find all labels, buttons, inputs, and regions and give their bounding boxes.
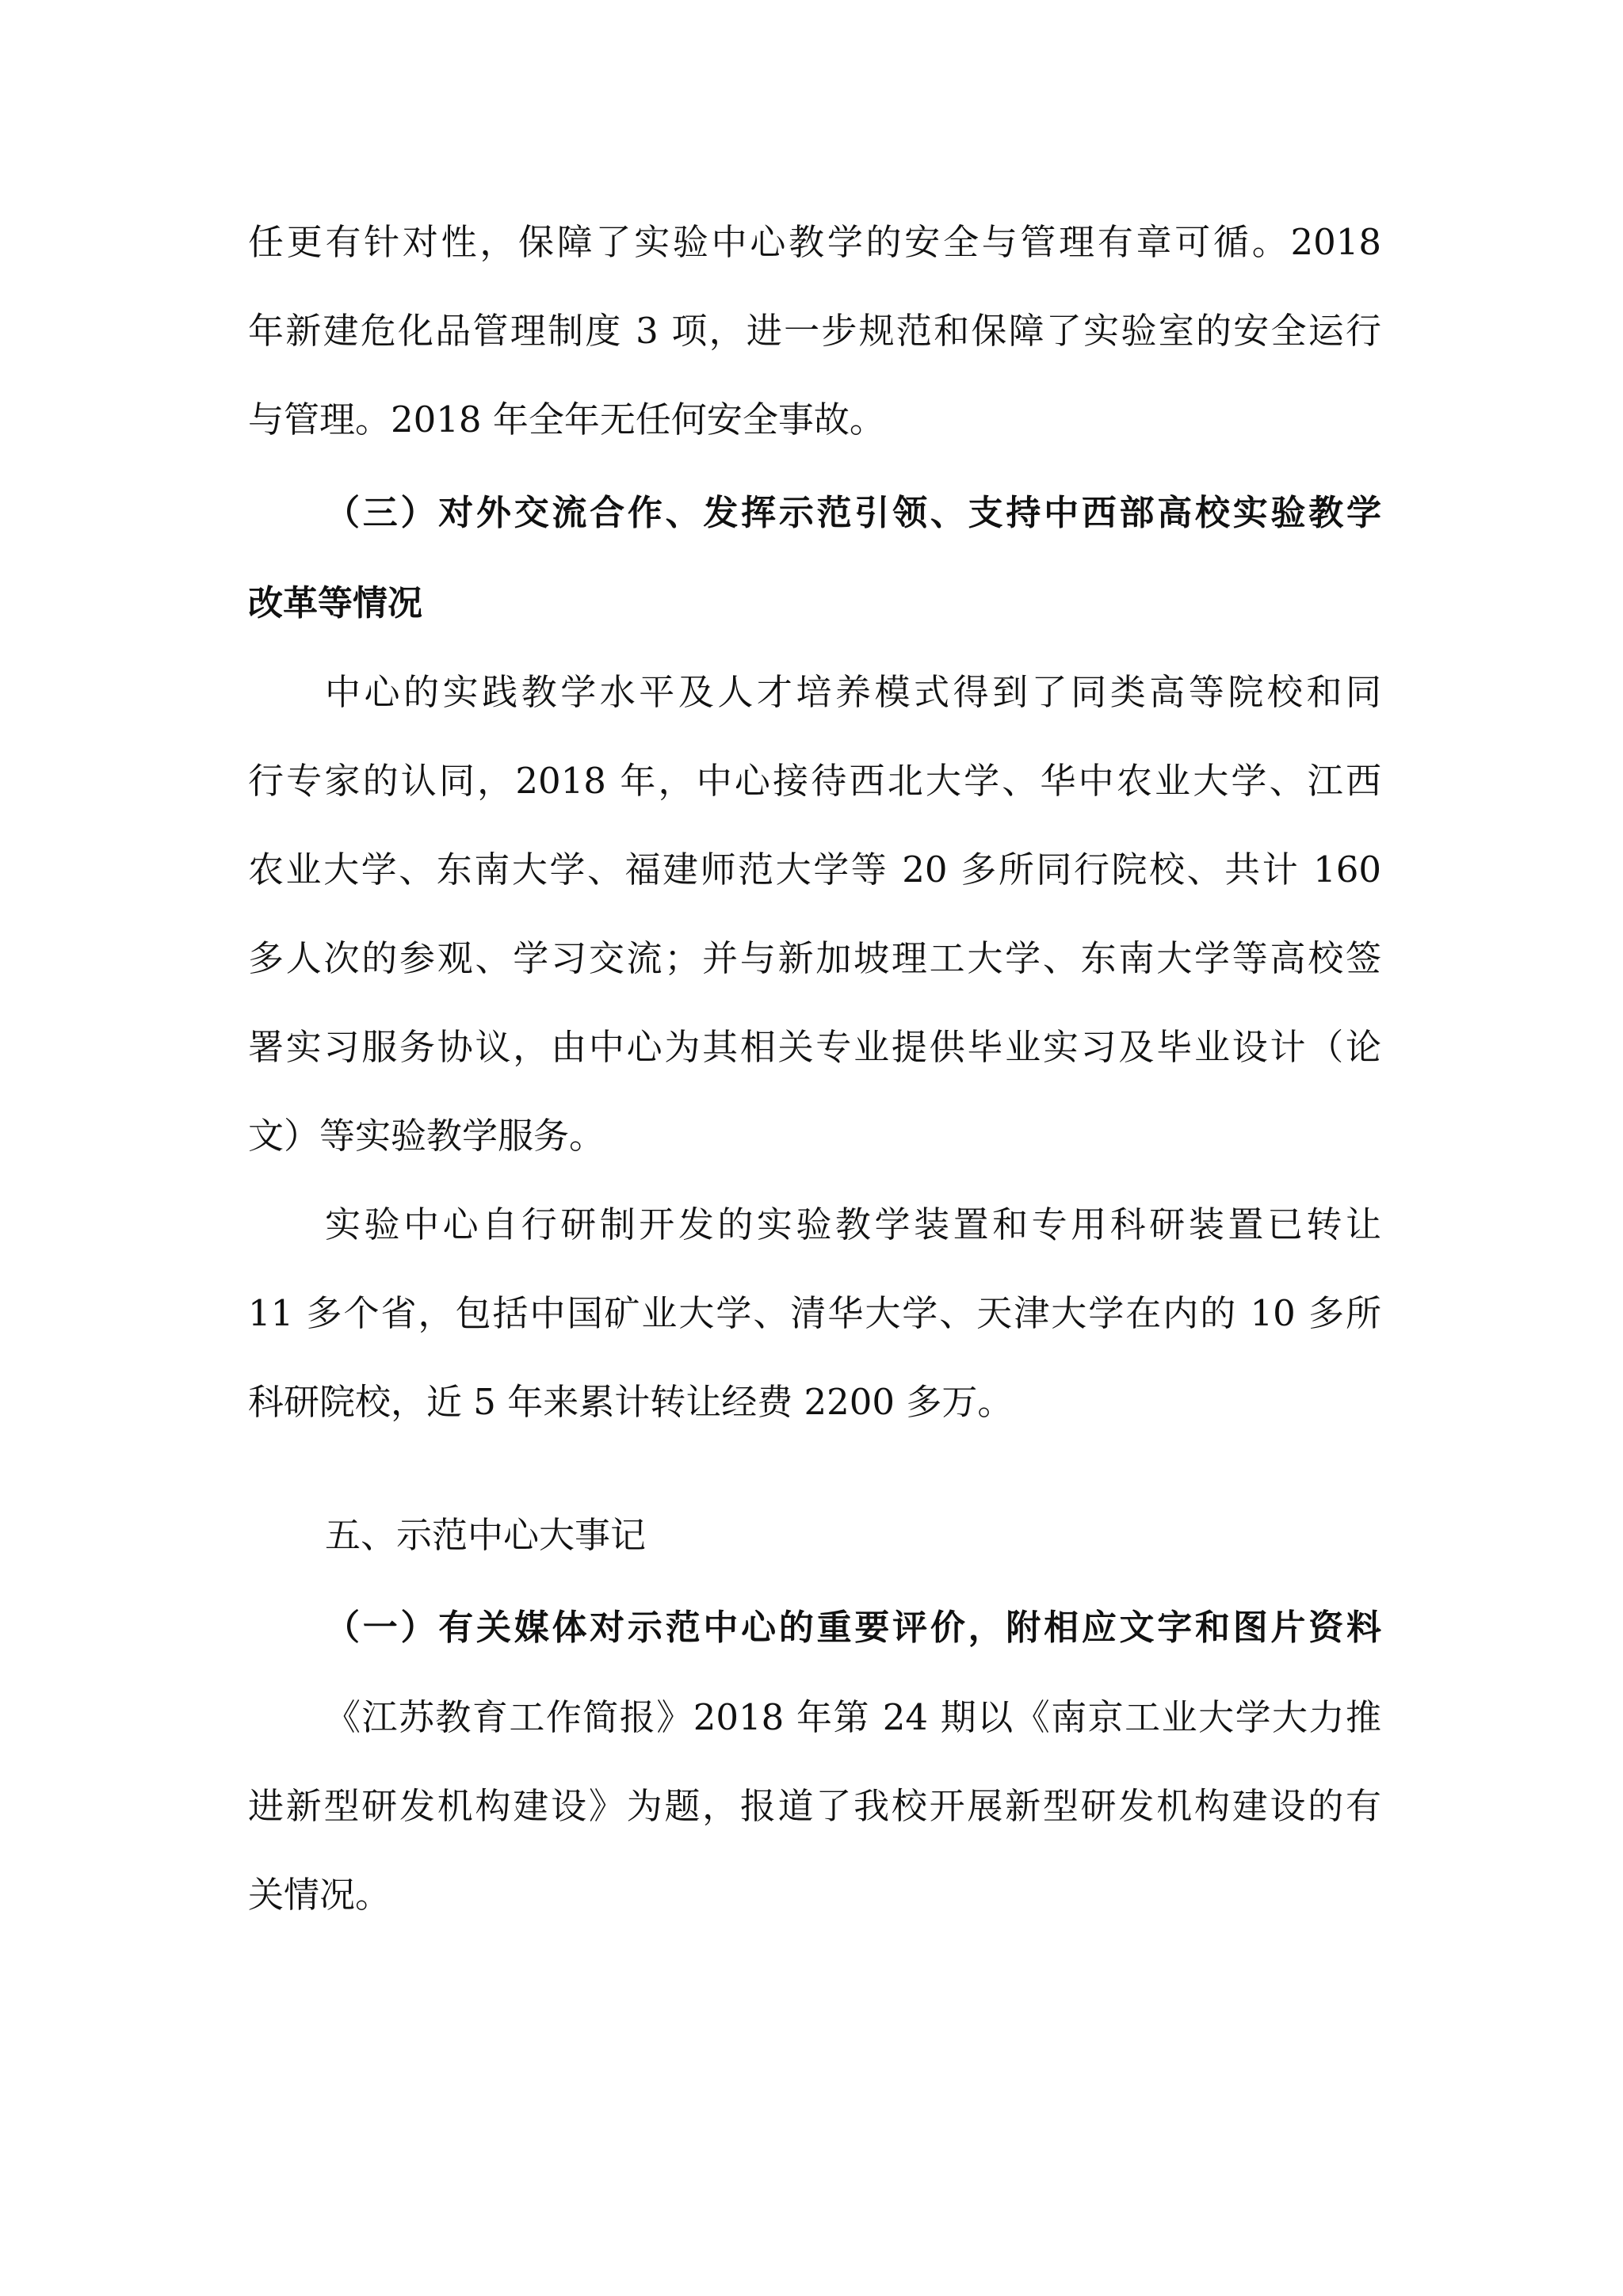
text-line: 关情况。 [248, 1874, 391, 1916]
section-heading: （三）对外交流合作、发挥示范引领、支持中西部高校实验教学 [325, 493, 1381, 533]
section-heading: 改革等情况 [248, 583, 422, 624]
text-line: 行专家的认同，2018 年，中心接待西北大学、华中农业大学、江西 [248, 760, 1381, 802]
text-line: 任更有针对性，保障了实验中心教学的安全与管理有章可循。2018 [248, 221, 1381, 263]
chapter-heading: 五、示范中心大事记 [325, 1514, 647, 1556]
text-line: 中心的实践教学水平及人才培养模式得到了同类高等院校和同 [325, 671, 1381, 713]
text-line: 文）等实验教学服务。 [248, 1115, 605, 1157]
text-line: 11 多个省，包括中国矿业大学、清华大学、天津大学在内的 10 多所 [248, 1292, 1381, 1334]
text-line: 署实习服务协议，由中心为其相关专业提供毕业实习及毕业设计（论 [248, 1026, 1381, 1068]
text-line: 科研院校，近 5 年来累计转让经费 2200 多万。 [248, 1381, 1014, 1423]
text-line: 《江苏教育工作简报》2018 年第 24 期以《南京工业大学大力推 [325, 1696, 1381, 1738]
text-line: 农业大学、东南大学、福建师范大学等 20 多所同行院校、共计 160 [248, 849, 1381, 891]
text-line: 实验中心自行研制开发的实验教学装置和专用科研装置已转让 [325, 1203, 1381, 1245]
text-line: 年新建危化品管理制度 3 项，进一步规范和保障了实验室的安全运行 [248, 310, 1381, 352]
text-line: 与管理。2018 年全年无任何安全事故。 [248, 399, 885, 441]
text-line: 多人次的参观、学习交流；并与新加坡理工大学、东南大学等高校签 [248, 937, 1381, 979]
section-heading: （一）有关媒体对示范中心的重要评价，附相应文字和图片资料 [325, 1608, 1381, 1648]
text-line: 进新型研发机构建设》为题，报道了我校开展新型研发机构建设的有 [248, 1785, 1381, 1827]
